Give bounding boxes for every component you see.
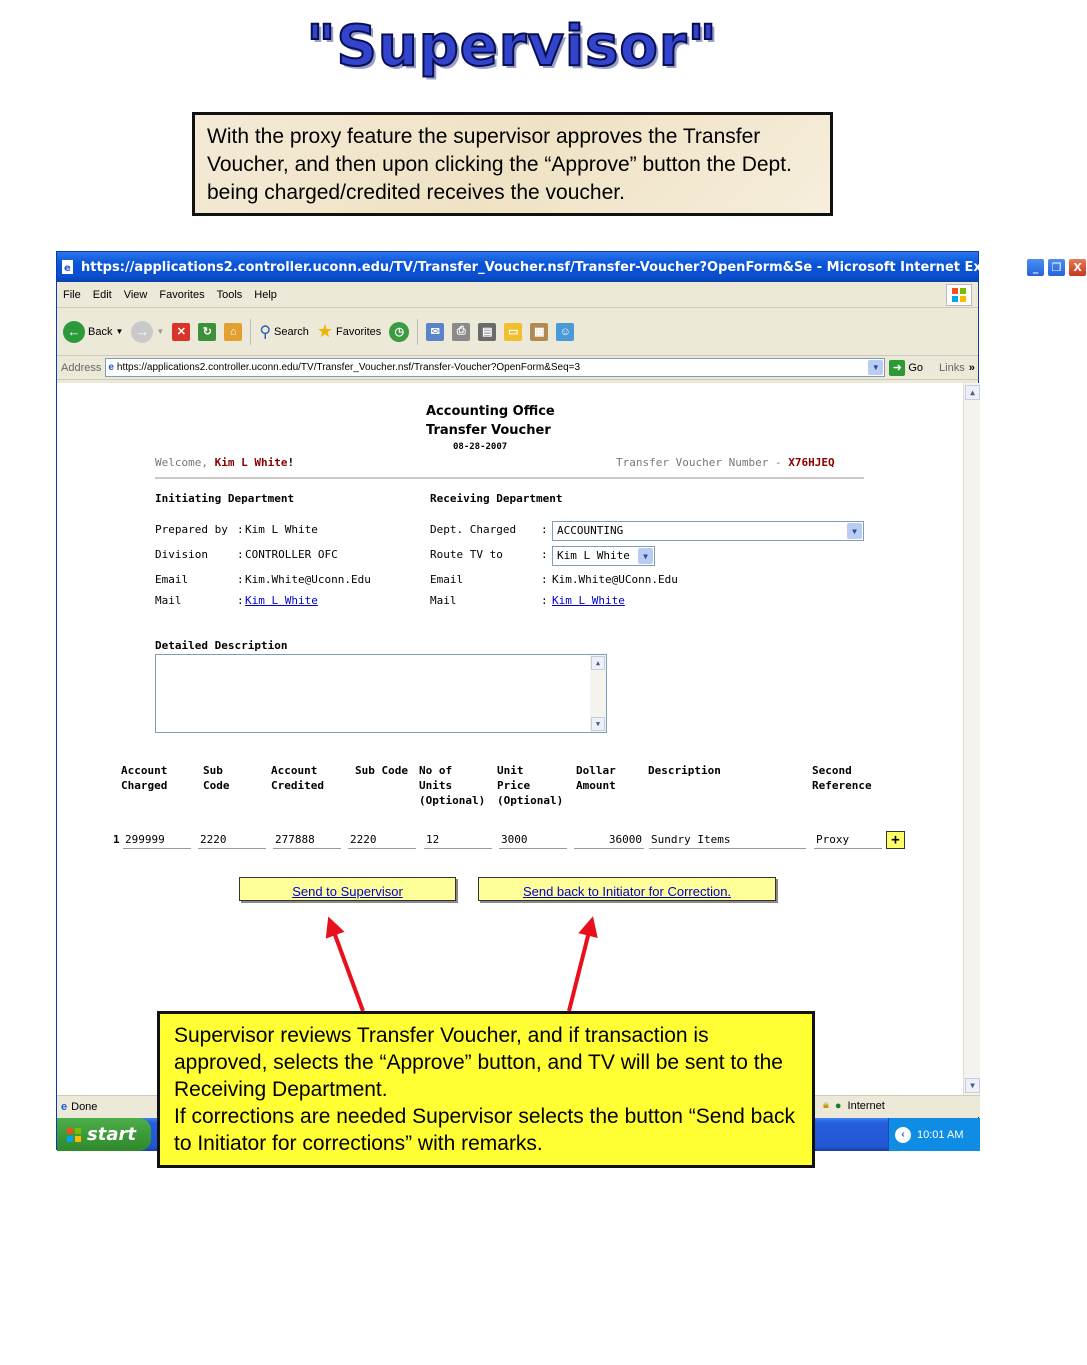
- welcome-user: Kim L White: [214, 456, 288, 469]
- security-zone: [823, 1099, 885, 1112]
- unit-price-input[interactable]: 3000: [499, 831, 567, 849]
- chevron-down-icon[interactable]: ▼: [638, 548, 653, 564]
- menu-favorites[interactable]: Favorites: [159, 288, 205, 301]
- forward-button[interactable]: → ▼: [131, 321, 164, 343]
- description-textarea[interactable]: [155, 654, 607, 733]
- prepared-by-label: Prepared by: [155, 523, 228, 536]
- form-date: 08-28-2007: [453, 442, 508, 452]
- bottom-callout-line2: If corrections are needed Supervisor selects the button “Send back to Initiator for corrections” with remarks.: [174, 1105, 796, 1155]
- description-label: Detailed Description: [155, 639, 288, 652]
- col-units: No of Units (Optional): [419, 764, 486, 807]
- recv-email-sep: :: [541, 573, 548, 586]
- go-button[interactable]: ➜ Go: [889, 360, 923, 376]
- toolbar: [57, 308, 978, 356]
- col-sub-code-2: Sub Code: [355, 764, 408, 777]
- links-button[interactable]: Links: [939, 361, 965, 374]
- route-value: Kim L White: [557, 549, 630, 562]
- windows-logo-icon: [946, 284, 972, 306]
- prepared-by-value: Kim L White: [245, 523, 318, 536]
- divider: [155, 477, 864, 479]
- division-label: Division: [155, 548, 208, 561]
- description-input[interactable]: Sundry Items: [649, 831, 806, 849]
- address-bar: [57, 356, 978, 380]
- ie-page-icon: [61, 260, 75, 274]
- status-text: Done: [71, 1100, 98, 1113]
- page-done-icon: e: [61, 1100, 68, 1113]
- sub-code-2-input[interactable]: 2220: [348, 831, 416, 849]
- send-to-supervisor-button[interactable]: Send to Supervisor: [239, 877, 456, 901]
- textarea-scrollbar[interactable]: [590, 655, 606, 732]
- clock: 10:01 AM: [917, 1128, 964, 1141]
- title-bar: [57, 252, 1082, 282]
- tray-expand-icon[interactable]: ‹: [895, 1127, 911, 1143]
- row-index: 1: [113, 833, 120, 846]
- lock-icon: 🔒︎: [823, 1099, 829, 1111]
- col-unit-price: Unit Price (Optional): [497, 764, 564, 807]
- favorites-button[interactable]: ★ Favorites: [316, 321, 382, 341]
- initiating-heading: Initiating Department: [155, 492, 295, 505]
- recv-email-label: Email: [430, 573, 464, 586]
- start-button[interactable]: start: [57, 1118, 151, 1151]
- research-icon[interactable]: ▦: [530, 323, 548, 341]
- col-second-reference: Second Reference: [812, 764, 872, 792]
- dept-charged-sep: :: [541, 523, 548, 536]
- restore-button[interactable]: ❐: [1047, 258, 1066, 277]
- tv-number: X76HJEQ: [788, 456, 835, 469]
- bottom-callout-line1: Supervisor reviews Transfer Voucher, and if transaction is approved, selects the “Approve” button, and TV will be sent to the Receiving Department.: [174, 1024, 783, 1101]
- page-scrollbar[interactable]: [963, 383, 980, 1095]
- mail-icon[interactable]: ✉: [426, 323, 444, 341]
- col-description: Description: [648, 764, 721, 777]
- refresh-icon[interactable]: ↻: [198, 323, 216, 341]
- window-title: https://applications2.controller.uconn.edu/TV/Transfer_Voucher.nsf/Transfer-Voucher?OpenForm&Se - Microsoft Internet Explorer: [81, 259, 1027, 275]
- form-heading-1: Accounting Office: [426, 404, 555, 419]
- menu-file[interactable]: File: [63, 288, 81, 301]
- chevron-down-icon[interactable]: ▼: [847, 523, 862, 539]
- menu-edit[interactable]: Edit: [92, 288, 112, 301]
- minimize-button[interactable]: _: [1026, 258, 1045, 277]
- mail-link[interactable]: Kim L White: [245, 594, 318, 607]
- home-icon[interactable]: ⌂: [224, 323, 242, 341]
- prepared-by-sep: :: [237, 523, 244, 536]
- toolbar-separator: [417, 319, 418, 345]
- bottom-callout: [157, 1011, 815, 1168]
- col-account-credited: Account Credited: [271, 764, 324, 792]
- page-icon: e: [108, 362, 114, 373]
- go-arrow-icon: ➜: [889, 360, 905, 376]
- chevron-down-icon[interactable]: ▼: [868, 360, 883, 375]
- col-sub-code: Sub Code: [203, 764, 230, 792]
- globe-icon: ●: [834, 1099, 842, 1112]
- search-icon: ⚲: [259, 323, 272, 341]
- forward-arrow-icon: →: [131, 321, 153, 343]
- send-back-button[interactable]: Send back to Initiator for Correction.: [478, 877, 776, 901]
- star-icon: ★: [316, 321, 334, 341]
- slide-title: "Supervisor": [306, 14, 718, 79]
- tv-number-line: Transfer Voucher Number - X76HJEQ: [616, 456, 835, 469]
- menu-view[interactable]: View: [123, 288, 148, 301]
- address-label: Address: [61, 361, 102, 374]
- discuss-icon[interactable]: ▭: [504, 323, 522, 341]
- edit-icon[interactable]: ▤: [478, 323, 496, 341]
- history-icon[interactable]: ◷: [389, 322, 409, 342]
- links-chevron-icon[interactable]: »: [968, 361, 975, 374]
- welcome-line: Welcome, Kim L White!: [155, 456, 295, 469]
- print-icon[interactable]: ⎙: [452, 323, 470, 341]
- search-button[interactable]: ⚲ Search: [259, 323, 309, 341]
- svg-text:e: e: [64, 263, 71, 274]
- sub-code-input[interactable]: 2220: [198, 831, 266, 849]
- zone-label: Internet: [847, 1099, 885, 1112]
- messenger-icon[interactable]: ☺: [556, 323, 574, 341]
- recv-mail-link[interactable]: Kim L White: [552, 594, 625, 607]
- dept-charged-label: Dept. Charged: [430, 523, 517, 536]
- division-sep: :: [237, 548, 244, 561]
- add-row-button[interactable]: +: [886, 831, 905, 849]
- windows-flag-icon: [65, 1127, 83, 1143]
- dept-charged-value: ACCOUNTING: [557, 524, 624, 537]
- scroll-up-icon[interactable]: ▲: [965, 385, 980, 400]
- menu-tools[interactable]: Tools: [216, 288, 243, 301]
- scroll-down-icon[interactable]: ▼: [591, 717, 605, 731]
- route-sep: :: [541, 548, 548, 561]
- menu-help[interactable]: Help: [254, 288, 277, 301]
- col-account-charged: Account Charged: [121, 764, 168, 792]
- scroll-up-icon[interactable]: ▲: [591, 656, 605, 670]
- mail-label: Mail: [155, 594, 182, 607]
- division-value: CONTROLLER OFC: [245, 548, 338, 561]
- close-button[interactable]: X: [1068, 258, 1087, 277]
- receiving-heading: Receiving Department: [430, 492, 563, 505]
- address-input[interactable]: [105, 358, 885, 377]
- email-value: Kim.White@Uconn.Edu: [245, 573, 371, 586]
- route-tv-select[interactable]: [552, 546, 655, 566]
- menu-bar: [57, 282, 978, 308]
- email-label: Email: [155, 573, 189, 586]
- mail-sep: :: [237, 594, 244, 607]
- recv-email-value: Kim.White@UConn.Edu: [552, 573, 678, 586]
- email-sep: :: [237, 573, 244, 586]
- system-tray: [888, 1118, 980, 1151]
- back-arrow-icon: ←: [63, 321, 85, 343]
- scroll-down-icon[interactable]: ▼: [965, 1078, 980, 1093]
- col-dollar-amount: Dollar Amount: [576, 764, 616, 792]
- route-label: Route TV to: [430, 548, 503, 561]
- stop-icon[interactable]: ✕: [172, 323, 190, 341]
- back-button[interactable]: ← Back ▼: [63, 321, 123, 343]
- page-content: [57, 383, 980, 1095]
- second-reference-input[interactable]: Proxy: [814, 831, 882, 849]
- account-credited-input[interactable]: 277888: [273, 831, 341, 849]
- dollar-amount-input[interactable]: 36000: [574, 831, 644, 849]
- toolbar-separator: [250, 319, 251, 345]
- recv-mail-sep: :: [541, 594, 548, 607]
- recv-mail-label: Mail: [430, 594, 457, 607]
- account-charged-input[interactable]: 299999: [123, 831, 191, 849]
- form-heading-2: Transfer Voucher: [426, 423, 551, 438]
- units-input[interactable]: 12: [424, 831, 492, 849]
- address-url: https://applications2.controller.uconn.edu/TV/Transfer_Voucher.nsf/Transfer-Voucher?OpenForm&Seq=3: [116, 362, 581, 373]
- dept-charged-select[interactable]: [552, 521, 864, 541]
- top-callout: With the proxy feature the supervisor approves the Transfer Voucher, and then upon clicking the “Approve” button the Dept. being charged/credited receives the voucher.: [192, 112, 833, 216]
